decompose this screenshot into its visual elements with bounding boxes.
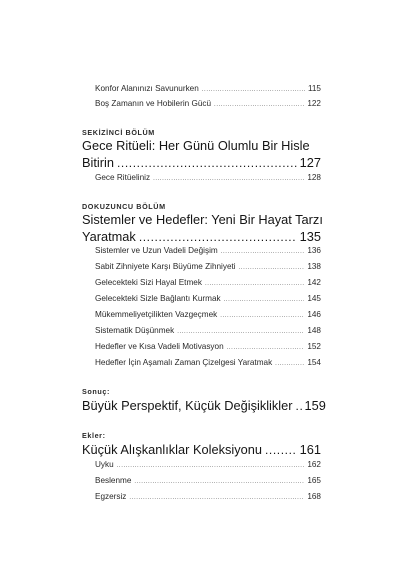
dot-leader xyxy=(205,281,304,287)
dot-leader xyxy=(214,102,304,108)
toc-entry xyxy=(95,99,321,108)
toc-entry-page: 136 xyxy=(307,246,321,255)
toc-entry-label: Hedefler ve Kısa Vadeli Motivasyon xyxy=(95,342,224,351)
toc-entry-label: Uyku xyxy=(95,460,114,469)
toc-entry xyxy=(95,262,321,271)
toc-entry xyxy=(95,246,321,255)
chapter-title-line1: Gece Ritüeli: Her Günü Olumlu Bir Hisle xyxy=(82,138,310,153)
toc-entry-page: 146 xyxy=(307,310,321,319)
dot-leader xyxy=(202,87,305,93)
toc-entry-page: 154 xyxy=(307,358,321,367)
chapter-page: 127 xyxy=(299,155,321,170)
chapter-heading: SEKİZİNCİ BÖLÜM xyxy=(82,128,155,137)
toc-entry xyxy=(95,84,321,93)
toc-entry-page: 115 xyxy=(307,84,321,93)
chapter-heading: DOKUZUNCU BÖLÜM xyxy=(82,202,166,211)
dot-leader xyxy=(227,345,305,351)
toc-entry-page: 145 xyxy=(307,294,321,303)
dot-leader xyxy=(134,479,304,485)
toc-entry-label: Sistematik Düşünmek xyxy=(95,326,175,335)
toc-entry-label: Gelecekteki Sizi Hayal Etmek xyxy=(95,278,202,287)
toc-entry xyxy=(95,476,321,485)
toc-entry xyxy=(95,460,321,469)
toc-entry-page: 142 xyxy=(307,278,321,287)
dot-leader xyxy=(139,230,297,244)
dot-leader xyxy=(296,399,302,413)
toc-entry-page: 122 xyxy=(307,99,321,108)
conclusion-entry xyxy=(82,398,326,413)
toc-entry-label: Boş Zamanın ve Hobilerin Gücü xyxy=(95,99,212,108)
dot-leader xyxy=(129,495,304,501)
toc-entry-label: Hedefler İçin Aşamalı Zaman Çizelgesi Yaratmak xyxy=(95,358,273,367)
toc-entry xyxy=(95,342,321,351)
dot-leader xyxy=(220,313,304,319)
appendix-entry xyxy=(82,442,321,457)
dot-leader xyxy=(265,443,297,457)
toc-entry-label: Konfor Alanınızı Savunurken xyxy=(95,84,199,93)
conclusion-title: Büyük Perspektif, Küçük Değişiklikler xyxy=(82,398,293,413)
dot-leader xyxy=(239,265,305,271)
toc-entry-label: Sistemler ve Uzun Vadeli Değişim xyxy=(95,246,218,255)
toc-entry-page: 162 xyxy=(307,460,321,469)
dot-leader xyxy=(177,329,304,335)
chapter-title-line1: Sistemler ve Hedefler: Yeni Bir Hayat Tarzı xyxy=(82,212,323,227)
toc-entry-page: 168 xyxy=(307,492,321,501)
toc-entry xyxy=(95,492,321,501)
chapter-title-entry xyxy=(82,155,321,170)
toc-entry-label: Gece Ritüeliniz xyxy=(95,173,151,182)
chapter-title-line2: Yaratmak xyxy=(82,229,136,244)
toc-entry xyxy=(95,310,321,319)
appendix-page: 161 xyxy=(299,442,321,457)
toc-entry xyxy=(95,358,321,367)
toc-entry-label: Sabit Zihniyete Karşı Büyüme Zihniyeti xyxy=(95,262,236,271)
toc-entry-page: 152 xyxy=(307,342,321,351)
dot-leader xyxy=(117,156,297,170)
dot-leader xyxy=(224,297,305,303)
dot-leader xyxy=(153,176,304,182)
toc-entry xyxy=(95,294,321,303)
toc-entry-label: Gelecekteki Sizle Bağlantı Kurmak xyxy=(95,294,221,303)
appendix-title: Küçük Alışkanlıklar Koleksiyonu xyxy=(82,442,262,457)
toc-entry-page: 165 xyxy=(307,476,321,485)
toc-entry-label: Egzersiz xyxy=(95,492,127,501)
toc-entry-page: 148 xyxy=(307,326,321,335)
toc-entry xyxy=(95,173,321,182)
conclusion-heading: Sonuç: xyxy=(82,387,110,396)
dot-leader xyxy=(117,463,305,469)
toc-entry-label: Mükemmeliyetçilikten Vazgeçmek xyxy=(95,310,218,319)
toc-entry-label: Beslenme xyxy=(95,476,132,485)
toc-entry-page: 128 xyxy=(307,173,321,182)
appendix-heading: Ekler: xyxy=(82,431,106,440)
toc-entry xyxy=(95,326,321,335)
conclusion-page: 159 xyxy=(304,398,326,413)
chapter-page: 135 xyxy=(299,229,321,244)
toc-entry xyxy=(95,278,321,287)
dot-leader xyxy=(221,249,305,255)
chapter-title-line2: Bitirin xyxy=(82,155,114,170)
chapter-title-entry xyxy=(82,229,321,244)
dot-leader xyxy=(275,361,304,367)
toc-entry-page: 138 xyxy=(307,262,321,271)
